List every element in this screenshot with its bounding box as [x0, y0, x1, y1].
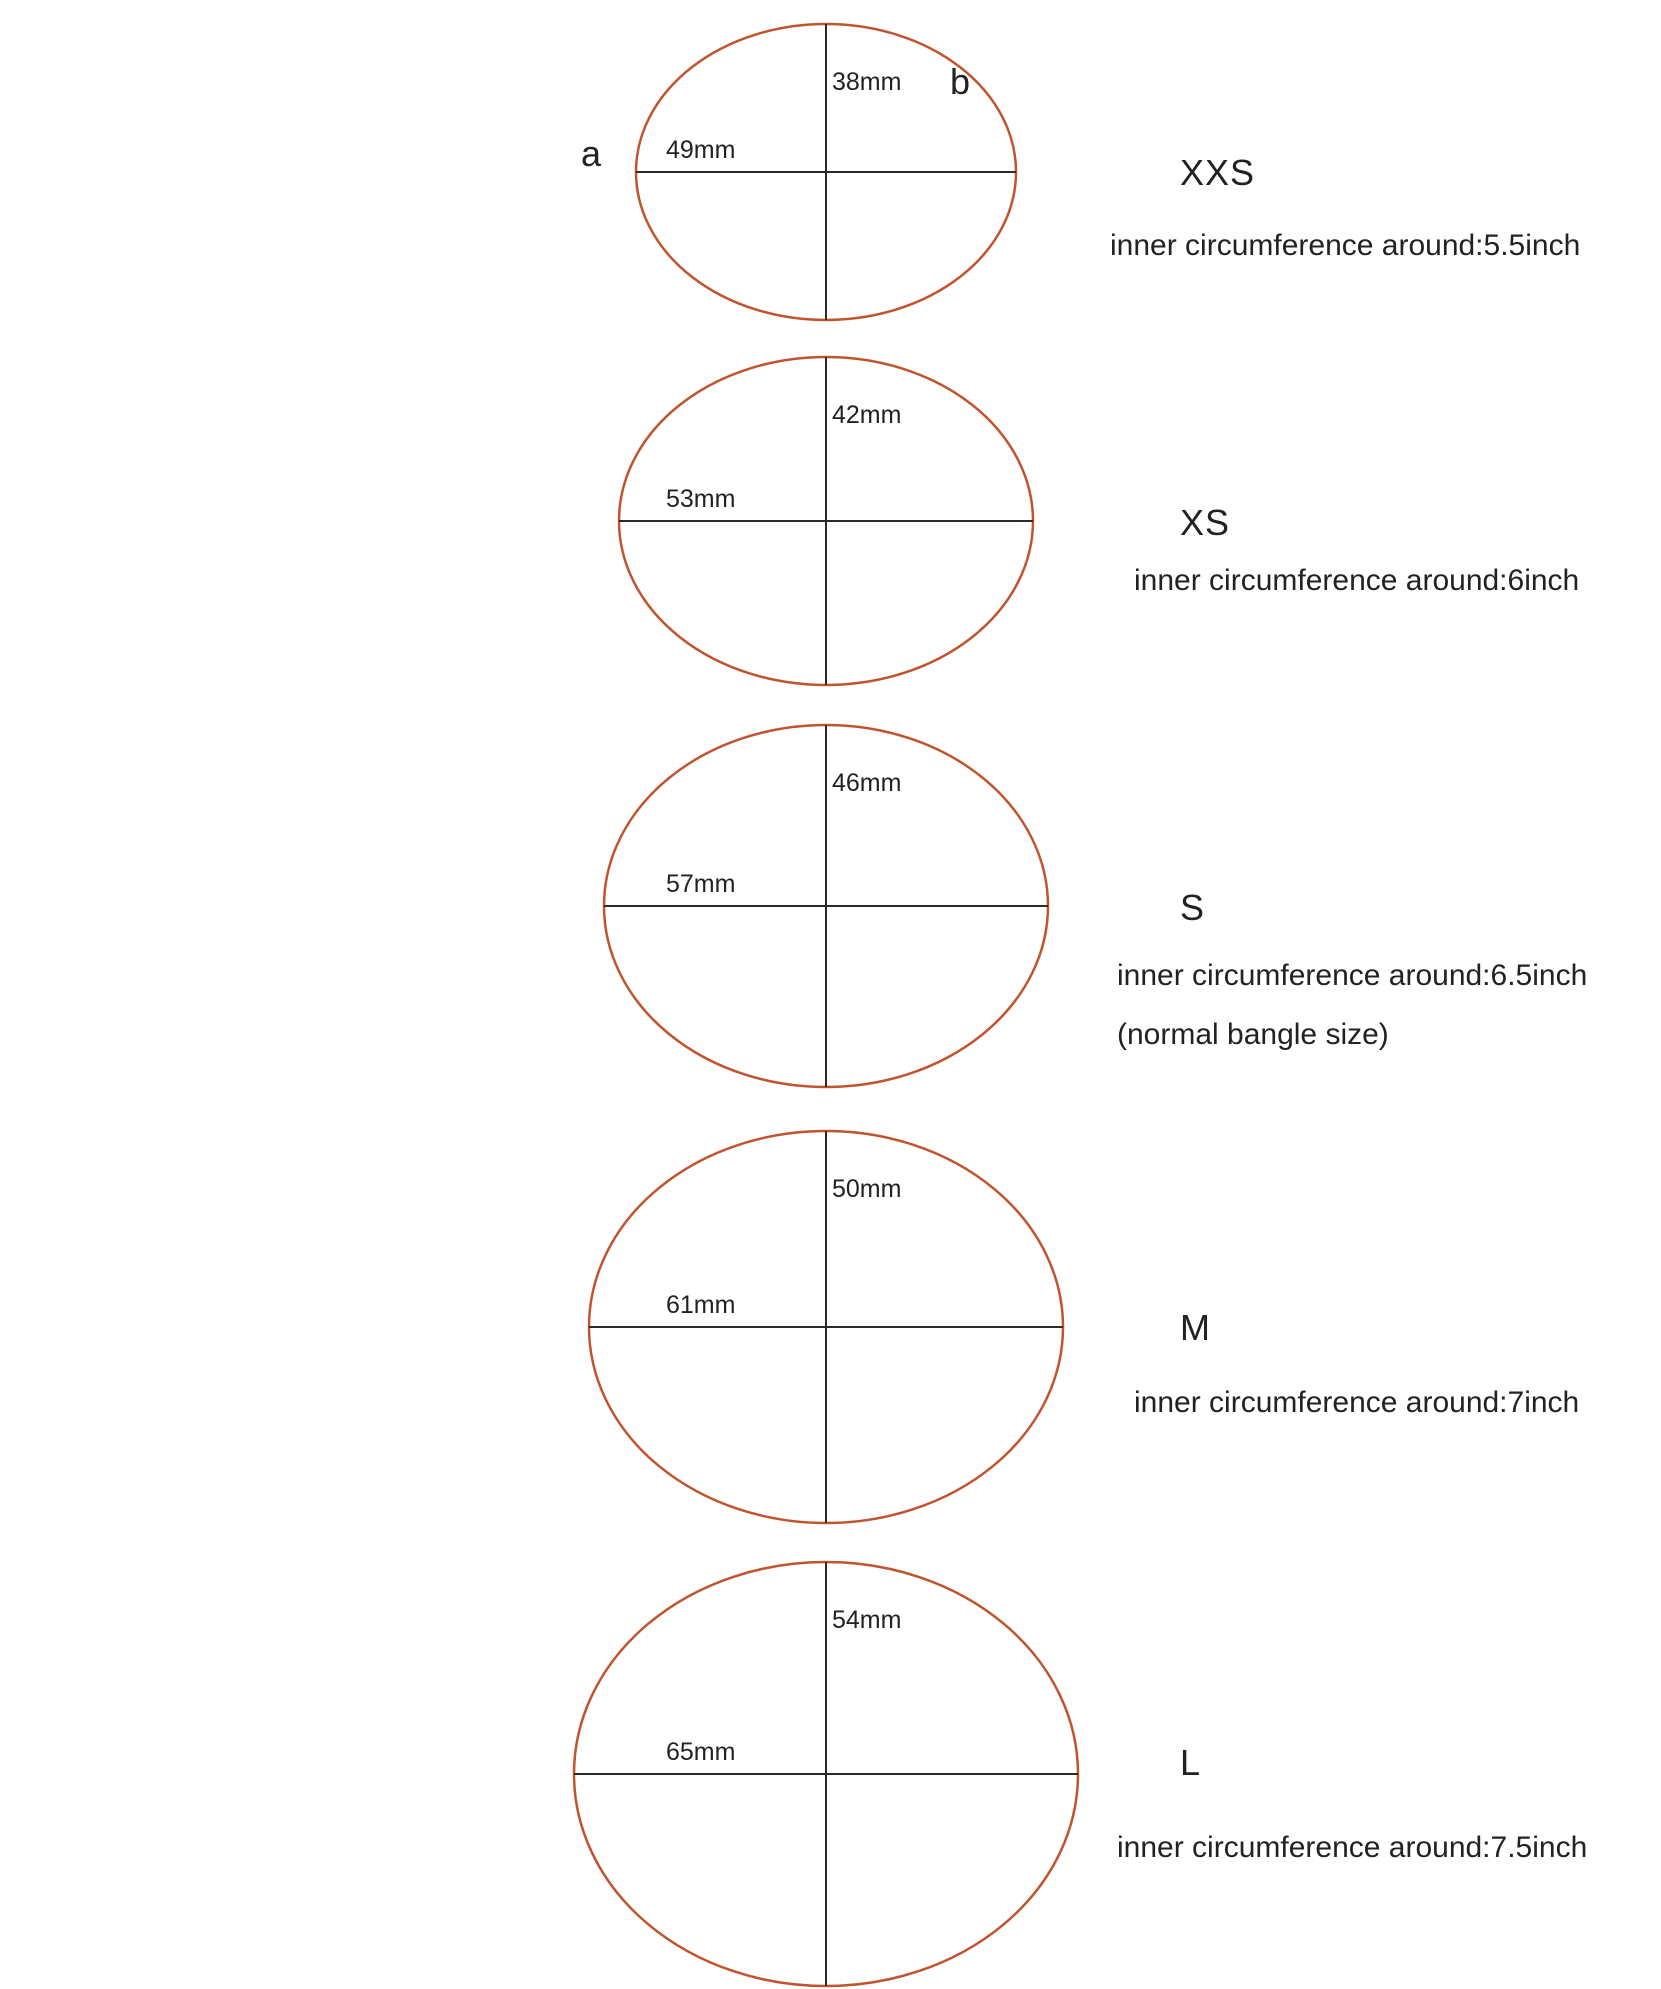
axis-letter-b: b — [950, 61, 971, 102]
size-label-s: S — [1180, 887, 1206, 928]
circumference-s: inner circumference around:6.5inch — [1117, 959, 1588, 992]
width-label-l: 65mm — [666, 1738, 736, 1766]
size-label-xxs: XXS — [1180, 152, 1256, 193]
circumference-xs: inner circumference around:6inch — [1134, 564, 1580, 597]
height-label-s: 46mm — [832, 769, 902, 797]
width-label-xs: 53mm — [666, 485, 736, 513]
size-label-xs: XS — [1180, 502, 1231, 543]
circumference-l: inner circumference around:7.5inch — [1117, 1831, 1588, 1864]
size-label-l: L — [1180, 1742, 1202, 1783]
circumference-m: inner circumference around:7inch — [1134, 1386, 1580, 1419]
size-label-m: M — [1180, 1307, 1211, 1348]
axis-letter-a: a — [581, 133, 602, 174]
width-label-xxs: 49mm — [666, 136, 736, 164]
note-s: (normal bangle size) — [1117, 1018, 1389, 1051]
height-label-xs: 42mm — [832, 401, 902, 429]
height-label-l: 54mm — [832, 1606, 902, 1634]
width-label-m: 61mm — [666, 1291, 736, 1319]
width-label-s: 57mm — [666, 870, 736, 898]
height-label-m: 50mm — [832, 1175, 902, 1203]
height-label-xxs: 38mm — [832, 68, 902, 96]
circumference-xxs: inner circumference around:5.5inch — [1110, 229, 1581, 262]
